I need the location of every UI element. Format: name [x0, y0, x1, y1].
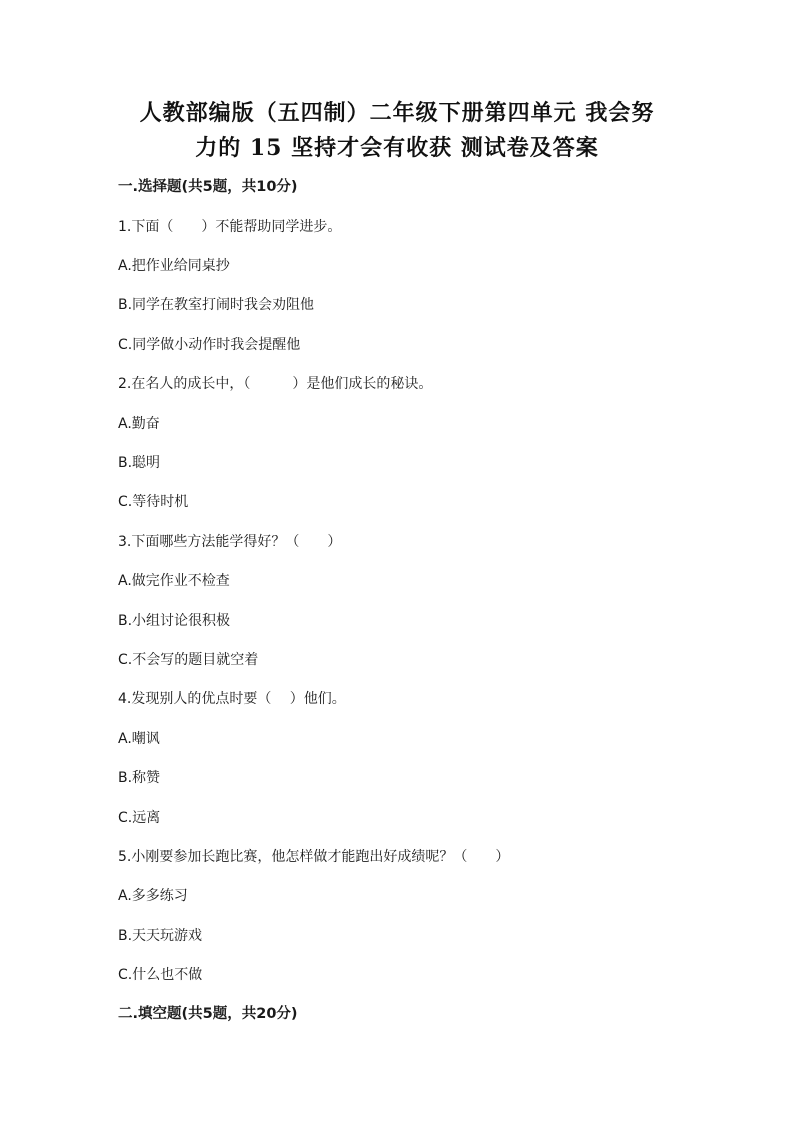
section-heading-choice: 一.选择题(共5题，共10分)	[118, 179, 298, 195]
question-2-option-b: B.聪明	[118, 455, 161, 471]
question-1-option-a: A.把作业给同桌抄	[118, 258, 230, 274]
question-4-option-a: A.嘲讽	[118, 731, 160, 747]
question-5-option-a: A.多多练习	[118, 888, 188, 904]
question-4-stem: 4.发现别人的优点时要（ ）他们。	[118, 691, 346, 707]
question-3-option-b: B.小组讨论很积极	[118, 613, 231, 629]
question-5-option-c: C.什么也不做	[118, 967, 203, 983]
question-3-option-a: A.做完作业不检查	[118, 573, 230, 589]
question-5-option-b: B.天天玩游戏	[118, 928, 203, 944]
question-4-option-c: C.远离	[118, 810, 161, 826]
question-1-stem: 1.下面（ ）不能帮助同学进步。	[118, 219, 342, 235]
question-1-option-c: C.同学做小动作时我会提醒他	[118, 337, 301, 353]
section-heading-fill-blank: 二.填空题(共5题，共20分)	[118, 1006, 298, 1022]
question-1-option-b: B.同学在教室打闹时我会劝阻他	[118, 297, 315, 313]
question-3-option-c: C.不会写的题目就空着	[118, 652, 259, 668]
question-2-stem: 2.在名人的成长中，（ ）是他们成长的秘诀。	[118, 376, 433, 392]
question-2-option-c: C.等待时机	[118, 494, 189, 510]
question-5-stem: 5.小刚要参加长跑比赛，他怎样做才能跑出好成绩呢？（ ）	[118, 849, 510, 865]
question-4-option-b: B.称赞	[118, 770, 161, 786]
question-3-stem: 3.下面哪些方法能学得好？（ ）	[118, 534, 342, 550]
question-2-option-a: A.勤奋	[118, 416, 160, 432]
page-title-line-1: 人教部编版（五四制）二年级下册第四单元 我会努	[139, 100, 655, 126]
page-title-line-2: 力的 15 坚持才会有收获 测试卷及答案	[195, 135, 599, 161]
